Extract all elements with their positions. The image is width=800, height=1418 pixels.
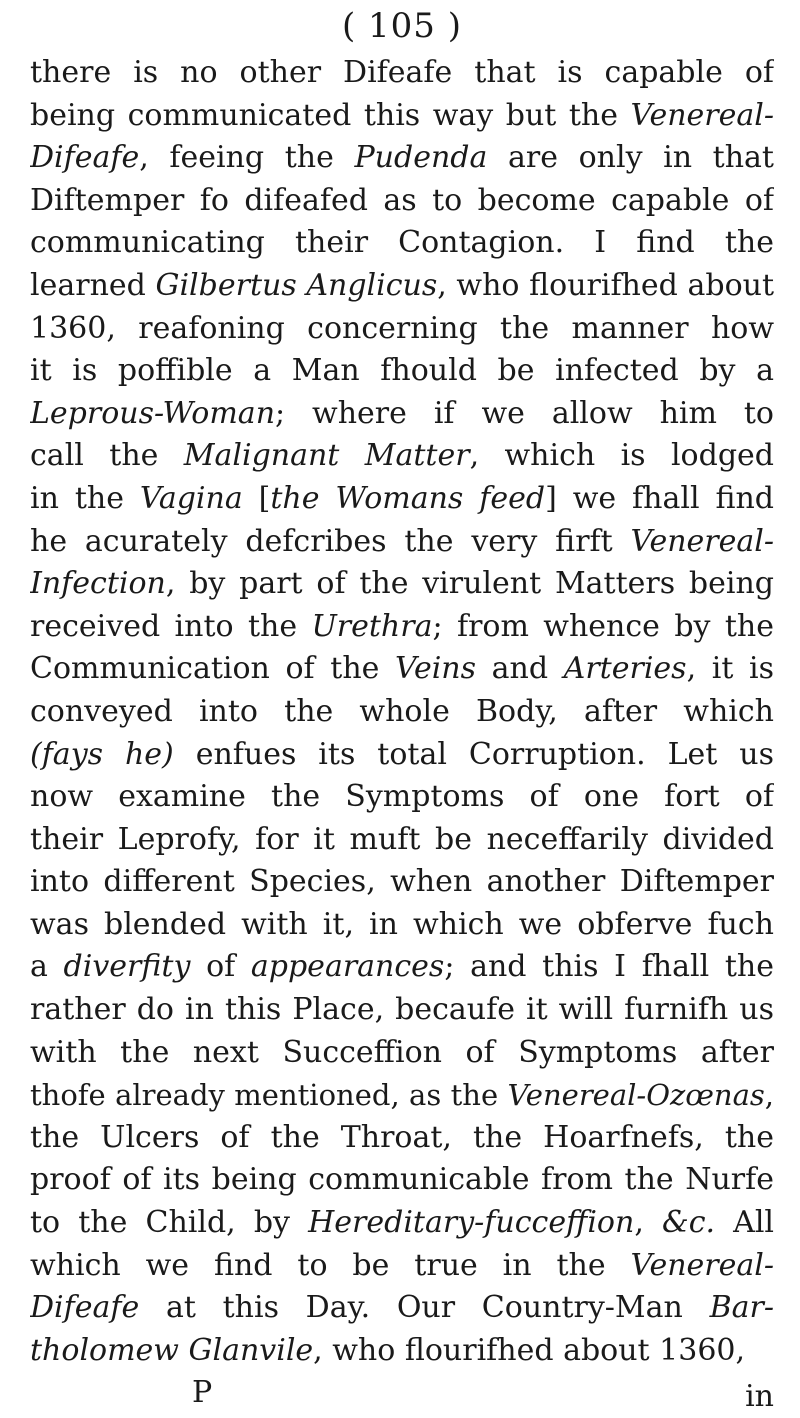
catchword: in — [745, 1379, 774, 1415]
text-line — [30, 861, 774, 904]
text-line — [30, 989, 774, 1032]
signature-mark: P — [192, 1375, 213, 1411]
text-run: of — [190, 949, 251, 985]
body-text — [30, 52, 774, 1372]
text-line — [30, 691, 774, 734]
italic-run: Urethra — [311, 608, 433, 644]
text-run: being communicated this way but the — [30, 97, 631, 133]
text-line — [30, 52, 774, 95]
text-line — [30, 904, 774, 947]
text-line — [30, 137, 774, 180]
italic-run: Venereal- — [630, 523, 774, 559]
text-run: rather do in this Place, becaufe it will furnifh us — [30, 992, 774, 1028]
text-run: ] we fhall find — [545, 480, 774, 516]
text-run: communicating their Contagion. I find the — [30, 225, 774, 261]
text-run: , who flourifhed about 1360, — [313, 1332, 746, 1368]
text-run: ; and this I fhall the — [444, 949, 774, 985]
text-run: to the Child, by — [30, 1205, 309, 1241]
text-run: the Ulcers of the Throat, the Hoarfnefs, the — [30, 1119, 774, 1155]
text-run: at this Day. Our Country-Man — [139, 1290, 710, 1326]
text-line — [30, 350, 774, 393]
text-line — [30, 521, 774, 564]
text-line — [30, 776, 774, 819]
text-run: Diftemper fo difeafed as to become capable of — [30, 182, 774, 218]
italic-run: Infection — [30, 566, 166, 602]
text-line — [30, 95, 774, 138]
text-run: a — [30, 949, 64, 985]
text-run: , it is — [686, 651, 774, 687]
page-footer — [30, 1372, 774, 1414]
text-run: it is poffible a Man fhould be infected by a — [30, 353, 774, 389]
text-line — [30, 648, 774, 691]
italic-run: Arteries — [563, 651, 687, 687]
italic-run: the Womans feed — [270, 480, 546, 516]
text-line — [30, 180, 774, 223]
italic-run: diverfity — [63, 949, 191, 985]
text-run: [ — [242, 480, 271, 516]
italic-run: Difeafe — [30, 1290, 140, 1326]
text-line — [30, 1074, 774, 1117]
italic-run: appearances — [250, 949, 445, 985]
text-line — [30, 606, 774, 649]
italic-run: Venereal-Ozœnas — [507, 1078, 765, 1113]
italic-run: Leprous-Woman — [30, 395, 276, 431]
text-run: call the — [30, 438, 184, 474]
text-line — [30, 393, 774, 436]
text-line — [30, 734, 774, 777]
text-run: their Leprofy, for it muft be neceffarily divided — [30, 821, 774, 857]
text-run: , — [634, 1205, 662, 1241]
text-line — [30, 222, 774, 265]
italic-run: Vagina — [139, 480, 243, 516]
text-run: proof of its being communicable from the Nurfe — [30, 1162, 774, 1198]
text-run: and — [476, 651, 564, 687]
italic-run: Veins — [395, 651, 477, 687]
text-run: Communication of the — [30, 651, 396, 687]
text-run: in the — [30, 480, 140, 516]
text-run: there is no other Difeafe that is capable of — [30, 55, 774, 90]
text-line — [30, 265, 774, 308]
text-run: received into the — [30, 608, 312, 644]
text-run: was blended with it, in which we obferve fuch — [30, 906, 774, 942]
italic-run: Gilbertus Anglicus — [155, 267, 438, 303]
text-run: are only in that — [487, 140, 774, 176]
text-line — [30, 308, 774, 351]
text-run: enfues its total Corruption. Let us — [173, 736, 774, 772]
italic-run: Pudenda — [354, 140, 488, 176]
text-line — [30, 1287, 774, 1330]
italic-run: Venereal- — [630, 97, 774, 133]
italic-run: Bar- — [709, 1290, 774, 1326]
text-run: thofe already mentioned, as the — [30, 1078, 508, 1113]
text-line — [30, 1245, 774, 1288]
text-run: ; where if we allow him to — [275, 395, 774, 431]
text-run: All — [715, 1205, 774, 1241]
text-run: learned — [30, 267, 156, 303]
text-line — [30, 1117, 774, 1160]
text-run: ; from whence by the — [432, 608, 774, 644]
italic-run: (fays he) — [30, 736, 174, 772]
italic-run: Venereal- — [630, 1247, 774, 1283]
text-line — [30, 1159, 774, 1202]
text-run: , which is lodged — [469, 438, 774, 474]
text-run: , who flourifhed about — [437, 267, 774, 303]
italic-run: Hereditary-fucceffion — [308, 1205, 635, 1241]
italic-run: Malignant Matter — [183, 438, 470, 474]
text-line — [30, 1330, 774, 1373]
text-run: with the next Succeffion of Symptoms after — [30, 1034, 774, 1070]
text-run: , feeing the — [139, 140, 355, 176]
text-run: , — [764, 1078, 774, 1113]
text-line — [30, 563, 774, 606]
text-line — [30, 478, 774, 521]
text-line — [30, 819, 774, 862]
text-run: conveyed into the whole Body, after which — [30, 693, 774, 729]
text-line — [30, 1202, 774, 1245]
text-run: into different Species, when another Diftemper — [30, 864, 774, 900]
italic-run: &c. — [661, 1205, 716, 1241]
text-run: 1360, reafoning concerning the manner how — [30, 310, 774, 346]
text-run: which we find to be true in the — [30, 1247, 631, 1283]
text-run: now examine the Symptoms of one fort of — [30, 779, 774, 815]
italic-run: tholomew Glanvile — [30, 1332, 314, 1368]
text-line — [30, 1032, 774, 1075]
text-line — [30, 435, 774, 478]
italic-run: Difeafe — [30, 140, 140, 176]
page-number: ( 105 ) — [341, 6, 463, 46]
text-line — [30, 946, 774, 989]
text-run: he acurately defcribes the very firft — [30, 523, 631, 559]
text-run: , by part of the virulent Matters being — [165, 566, 774, 602]
